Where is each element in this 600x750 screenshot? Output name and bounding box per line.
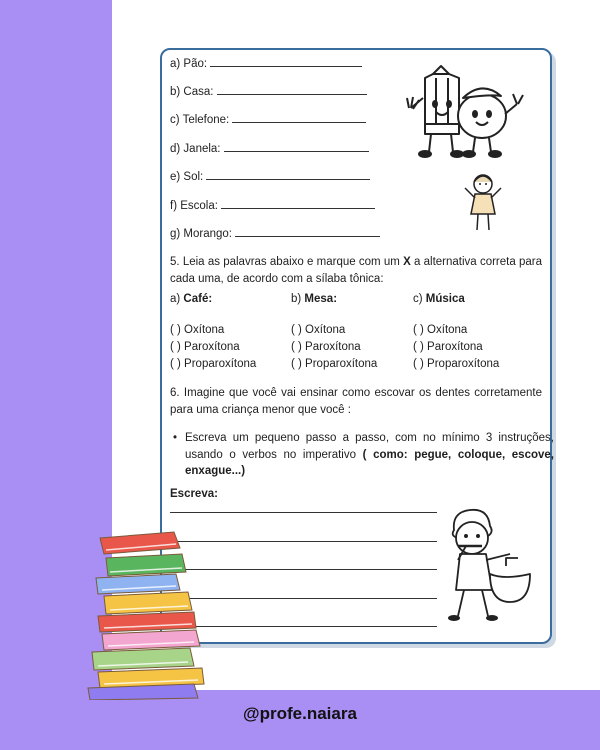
answer-blank[interactable] [224, 141, 369, 152]
column-a-heading: a) Café: [170, 293, 213, 305]
column-c-heading: c) Música [413, 293, 465, 305]
option-oxitona[interactable]: ( ) Oxítona [170, 324, 225, 336]
option-paroxitona[interactable]: ( ) Paroxítona [413, 341, 483, 353]
word-line-telefone: c) Telefone: [170, 112, 366, 126]
options-column-a [170, 322, 256, 373]
question-6-text: 6. Imagine que você vai ensinar como escovar os dentes corretamente para uma criança menor que você : [170, 387, 542, 416]
answer-blank[interactable] [221, 198, 375, 209]
options-column-b [291, 322, 377, 373]
word-line-pao: a) Pão: [170, 56, 362, 70]
option-paroxitona[interactable]: ( ) Paroxítona [291, 341, 361, 353]
option-oxitona[interactable]: ( ) Oxítona [413, 324, 468, 336]
pencil-eraser-mascots-icon [405, 64, 527, 164]
option-proparoxitona[interactable]: ( ) Proparoxítona [291, 358, 378, 370]
option-paroxitona[interactable]: ( ) Paroxítona [170, 341, 240, 353]
answer-line[interactable] [170, 512, 437, 513]
option-proparoxitona[interactable]: ( ) Proparoxítona [170, 358, 257, 370]
word-line-sol: e) Sol: [170, 169, 370, 183]
child-waving-icon [460, 170, 506, 236]
option-oxitona[interactable]: ( ) Oxítona [291, 324, 346, 336]
boy-brushing-teeth-icon [438, 506, 538, 622]
column-b-heading: b) Mesa: [291, 293, 338, 305]
answer-blank[interactable] [235, 226, 380, 237]
answer-blank[interactable] [232, 112, 366, 123]
option-proparoxitona[interactable]: ( ) Proparoxítona [413, 358, 500, 370]
word-line-escola: f) Escola: [170, 198, 375, 212]
stack-of-books-icon [84, 528, 214, 700]
answer-blank[interactable] [206, 169, 370, 180]
x-mark: X [403, 256, 411, 268]
answer-blank[interactable] [217, 84, 367, 95]
word-line-morango: g) Morango: [170, 226, 380, 240]
write-label: Escreva: [170, 488, 218, 500]
instruction-bullet: • Escreva um pequeno passo a passo, com no mínimo 3 instruções, usando o verbos no imperativo ( como: pegue, coloque, escove, enxague...) [173, 430, 554, 480]
answer-blank[interactable] [210, 56, 362, 67]
options-column-c [413, 322, 499, 373]
word-line-casa: b) Casa: [170, 84, 367, 98]
author-handle: @profe.naiara [243, 704, 357, 723]
question-5-text: 5. Leia as palavras abaixo e marque com um X a alternativa correta para cada uma, de acordo com a sílaba tônica: [170, 256, 542, 285]
word-line-janela: d) Janela: [170, 141, 369, 155]
